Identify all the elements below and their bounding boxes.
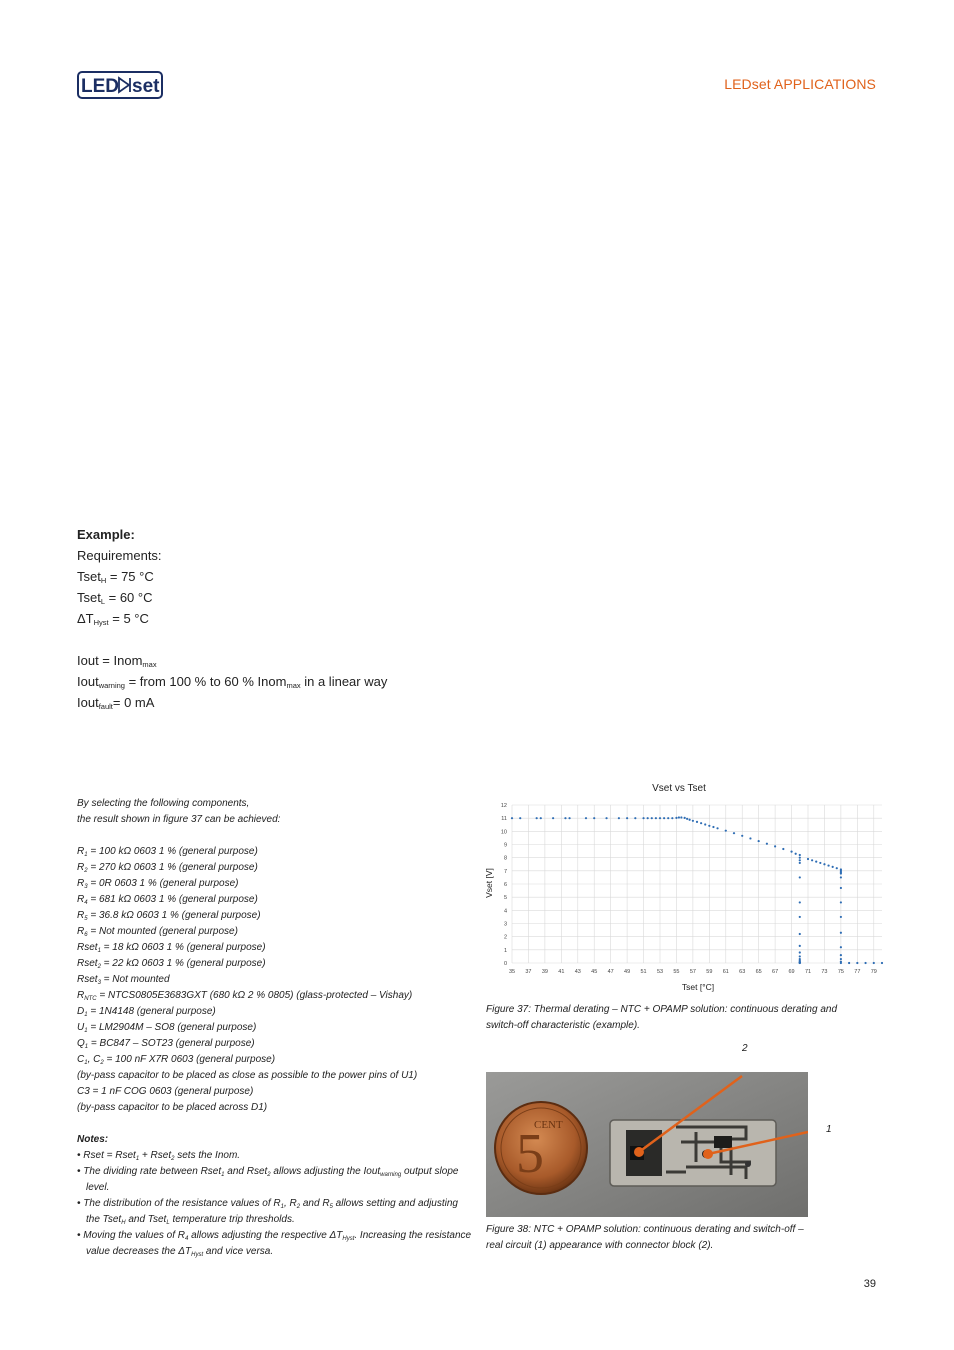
figure37-caption — [486, 1002, 866, 1034]
requirements-label: Requirements: — [77, 548, 162, 563]
component-r3: $R_3 = 0R$ 0603 1 % (general purpose) — [77, 878, 239, 890]
caption-line: switch-off characteristic (example). — [486, 1020, 640, 1031]
y-tick-label: 6 — [503, 882, 507, 888]
svg-text:5: 5 — [516, 1123, 544, 1185]
data-point — [819, 862, 821, 864]
y-tick-label: 1 — [503, 947, 507, 954]
data-point — [626, 817, 628, 819]
data-point — [585, 817, 587, 819]
data-point — [823, 863, 825, 865]
data-point — [799, 951, 801, 953]
data-point — [840, 887, 842, 889]
data-point — [840, 932, 842, 934]
data-point — [807, 858, 809, 860]
ledset-logo — [77, 71, 163, 99]
data-point — [799, 859, 801, 861]
intro-line: the result shown in figure 37 can be achieved: — [77, 814, 281, 825]
data-point — [647, 817, 649, 819]
data-point — [618, 817, 620, 819]
data-point — [678, 816, 680, 818]
photo-label-2: 2 — [742, 1043, 748, 1054]
data-point — [840, 962, 842, 964]
marker-circuit — [703, 1149, 713, 1159]
x-tick-label: 39 — [541, 969, 548, 975]
x-tick-label: 59 — [706, 969, 713, 975]
data-point — [840, 954, 842, 956]
y-tick-label: 8 — [503, 855, 507, 862]
component-rset3: Rset$_3$ = Not mounted — [77, 974, 170, 986]
data-point — [667, 817, 669, 819]
component-r4: $R_4 = 681$ kΩ 0603 1 % (general purpose) — [77, 894, 258, 906]
data-point — [758, 840, 760, 842]
data-point — [552, 817, 554, 819]
x-tick-label: 35 — [508, 969, 516, 975]
x-tick-label: 43 — [574, 969, 581, 975]
x-tick-label: 73 — [821, 969, 828, 975]
note-item: • Rset = Rset$_1$ + Rset$_2$ sets the Inom. — [77, 1150, 241, 1162]
y-tick-label: 2 — [503, 934, 507, 941]
component-r6: $R_6$ = Not mounted (general purpose) — [77, 926, 238, 938]
data-point — [568, 817, 570, 819]
data-point — [684, 817, 686, 819]
component-rset1: Rset$_1$ = 18 kΩ 0603 1 % (general purpose) — [77, 942, 266, 954]
data-point — [680, 816, 682, 818]
x-tick-label: 65 — [755, 969, 762, 975]
y-tick-label: 9 — [503, 842, 507, 849]
data-point — [692, 820, 694, 822]
data-point — [749, 837, 751, 839]
data-point — [799, 857, 801, 859]
data-point — [815, 861, 817, 863]
chart-grid — [512, 805, 882, 963]
data-point — [564, 817, 566, 819]
data-point — [536, 817, 538, 819]
component-u1: $U_1 = LM2904M - SO8$ (general purpose) — [77, 1022, 257, 1034]
data-point — [827, 864, 829, 866]
components-list — [77, 796, 472, 1260]
x-tick-labels — [509, 969, 877, 975]
tsetl-line: Tset$_L$ = 60 °C — [77, 590, 153, 606]
note-item: • The distribution of the resistance values of $R_1$, $R_2$ and $R_5$ allows setting and adjusting the Tset$_H$ and Tset$_L$ temperature trip thresholds. — [77, 1198, 458, 1226]
data-point — [840, 946, 842, 948]
data-point — [663, 817, 665, 819]
data-point — [799, 901, 801, 903]
data-point — [799, 933, 801, 935]
notes-heading: Notes: — [77, 1134, 109, 1145]
data-point — [864, 962, 866, 964]
data-point — [790, 851, 792, 853]
data-point — [741, 835, 743, 837]
y-tick-label: 10 — [500, 829, 507, 836]
caption-line: real circuit (1) appearance with connector block (2). — [486, 1240, 714, 1251]
data-point — [848, 962, 850, 964]
component-r2: $R_2 = 270$ kΩ 0603 1 % (general purpose) — [77, 862, 258, 874]
data-point — [856, 962, 858, 964]
play-icon — [119, 78, 129, 92]
data-point — [712, 826, 714, 828]
example-block — [77, 524, 387, 713]
component-q1: $Q_1 = BC847 - SOT23$ (general purpose) — [77, 1038, 255, 1050]
note-item: • Moving the values of $R_4$ allows adjusting the respective $\Delta T_{Hyst}$. Increasing the resistance value decreases the $\Delta T_{Hyst}$ and vice versa. — [77, 1230, 472, 1258]
caption-line: Figure 38: NTC + OPAMP solution: continuous derating and switch-off – — [486, 1224, 804, 1235]
data-point — [840, 958, 842, 960]
iout-warning-line: Iout$_{warning}$ = from 100 % to 60 % Inom$_{max}$ in a linear way — [77, 674, 388, 690]
y-tick-label: 11 — [501, 816, 507, 823]
vset-vs-tset-chart — [480, 776, 890, 996]
component-r1: $R_1 = 100$ kΩ 0603 1 % (general purpose) — [77, 846, 258, 858]
bypass-note: (by-pass capacitor to be placed across D1) — [77, 1102, 268, 1113]
x-tick-label: 37 — [525, 969, 532, 975]
circuit-photo — [486, 1072, 808, 1217]
iout-line: Iout = Inom$_{max}$ — [77, 653, 157, 669]
x-tick-label: 51 — [640, 969, 647, 975]
y-axis-label: Vset [V] — [484, 868, 494, 898]
data-point — [716, 827, 718, 829]
tseth-line: Tset$_H$ = 75 °C — [77, 569, 154, 585]
data-point — [782, 848, 784, 850]
photo-label-1: 1 — [826, 1124, 832, 1135]
data-point — [766, 843, 768, 845]
data-point — [811, 859, 813, 861]
x-tick-label: 41 — [558, 969, 565, 975]
data-point — [642, 817, 644, 819]
data-point — [511, 817, 513, 819]
data-point — [799, 916, 801, 918]
data-point — [704, 823, 706, 825]
x-tick-label: 77 — [854, 969, 861, 975]
y-tick-label: 12 — [500, 803, 507, 809]
data-point — [700, 822, 702, 824]
marker-connector — [634, 1147, 644, 1157]
data-point — [686, 818, 688, 820]
figure38-caption — [486, 1222, 826, 1254]
data-point — [799, 862, 801, 864]
data-points — [511, 816, 883, 964]
data-point — [840, 876, 842, 878]
data-point — [795, 853, 797, 855]
y-tick-label: 7 — [503, 868, 507, 875]
data-point — [655, 817, 657, 819]
data-point — [733, 832, 735, 834]
y-tick-label: 4 — [503, 908, 507, 915]
page-number: 39 — [863, 1278, 876, 1290]
y-tick-label: 3 — [503, 921, 507, 928]
data-point — [799, 955, 801, 957]
x-tick-label: 49 — [624, 969, 631, 975]
caption-line: Figure 37: Thermal derating – NTC + OPAMP solution: continuous derating and — [486, 1004, 838, 1015]
x-tick-label: 45 — [591, 969, 598, 975]
data-point — [540, 817, 542, 819]
data-point — [671, 817, 673, 819]
component-rset2: Rset$_2$ = 22 kΩ 0603 1 % (general purpose) — [77, 958, 266, 970]
x-tick-label: 71 — [804, 969, 812, 975]
component-d1: $D_1 = 1N4148$ (general purpose) — [77, 1006, 216, 1018]
data-point — [774, 845, 776, 847]
x-tick-label: 67 — [772, 969, 779, 975]
data-point — [708, 825, 710, 827]
x-tick-label: 69 — [788, 969, 795, 975]
data-point — [593, 817, 595, 819]
thyst-line: $\Delta T_{Hyst} = 5$ °C — [77, 611, 149, 627]
data-point — [605, 817, 607, 819]
component-c12: $C_1$, $C_2 = 100$ nF X7R 0603 (general purpose) — [77, 1054, 276, 1066]
logo-text-right: set — [132, 76, 160, 97]
data-point — [840, 872, 842, 874]
x-tick-label: 55 — [673, 969, 680, 975]
bypass-note: (by-pass capacitor to be placed as close as possible to the power pins of U1) — [77, 1070, 418, 1081]
component-rntc: $R_{NTC}$ = NTCS0805E3683GXT (680 kΩ 2 % 0805) (glass-protected – Vishay) — [77, 990, 413, 1002]
data-point — [689, 819, 691, 821]
logo-text-left: LED — [81, 76, 119, 97]
data-point — [696, 821, 698, 823]
iout-fault-line: Iout$_{fault}$= 0 mA — [77, 695, 155, 711]
x-axis-label: Tset [°C] — [681, 982, 715, 992]
data-point — [519, 817, 521, 819]
y-tick-labels — [501, 803, 507, 967]
data-point — [799, 945, 801, 947]
x-tick-label: 57 — [689, 969, 696, 975]
coin-image — [495, 1102, 587, 1194]
intro-line: By selecting the following components, — [77, 798, 250, 809]
data-point — [881, 962, 883, 964]
x-tick-label: 75 — [837, 969, 844, 975]
data-point — [799, 854, 801, 856]
y-tick-label: 0 — [503, 961, 507, 967]
data-point — [836, 867, 838, 869]
component-c3: C3 = 1 nF COG 0603 (general purpose) — [77, 1086, 254, 1097]
x-tick-label: 63 — [739, 969, 746, 975]
x-tick-label: 47 — [607, 969, 614, 975]
data-point — [725, 830, 727, 832]
component-r5: $R_5 = 36.8$ kΩ 0603 1 % (general purpose) — [77, 910, 261, 922]
data-point — [832, 866, 834, 868]
section-title: LEDset APPLICATIONS — [724, 76, 876, 92]
data-point — [840, 916, 842, 918]
example-heading: Example: — [77, 527, 135, 542]
data-point — [799, 962, 801, 964]
data-point — [840, 901, 842, 903]
x-tick-label: 53 — [656, 969, 664, 975]
note-item: • The dividing rate between Rset$_1$ and Rset$_2$ allows adjusting the Iout$_{warning}$ output slope level. — [77, 1166, 459, 1193]
svg-text:CENT: CENT — [534, 1119, 563, 1131]
x-tick-label: 61 — [722, 969, 729, 975]
x-tick-label: 79 — [870, 969, 877, 975]
data-point — [799, 876, 801, 878]
data-point — [651, 817, 653, 819]
y-tick-label: 5 — [503, 895, 507, 902]
data-point — [634, 817, 636, 819]
chart-title: Vset vs Tset — [652, 783, 706, 794]
data-point — [873, 962, 875, 964]
data-point — [675, 817, 677, 819]
data-point — [659, 817, 661, 819]
